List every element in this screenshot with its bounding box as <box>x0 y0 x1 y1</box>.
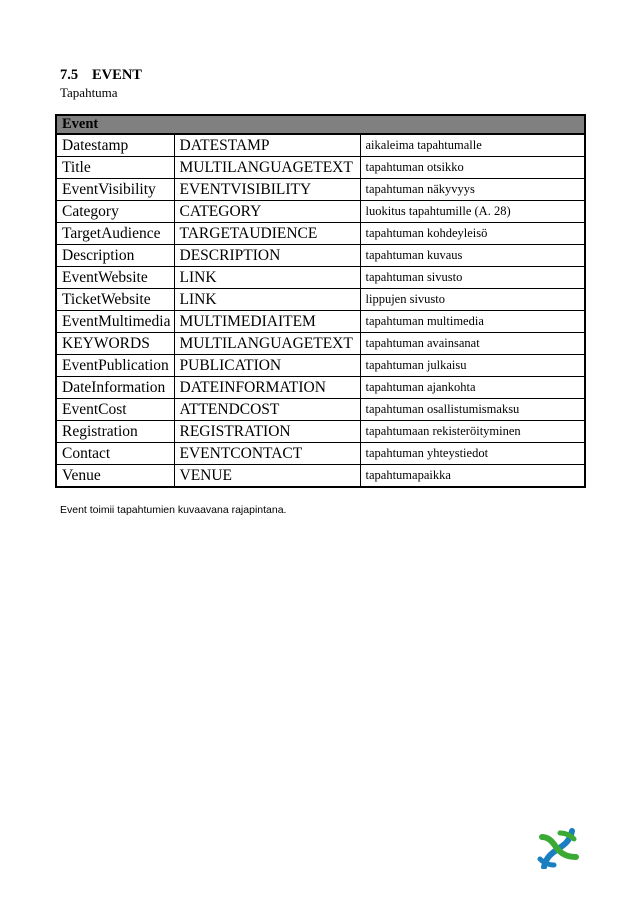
attribute-name: TicketWebsite <box>56 289 174 311</box>
attribute-name: EventPublication <box>56 355 174 377</box>
attribute-name: Venue <box>56 465 174 488</box>
attribute-type: LINK <box>174 267 360 289</box>
table-header-row <box>56 115 585 134</box>
attribute-description: tapahtuman yhteystiedot <box>360 443 585 465</box>
section-subtitle: Tapahtuma <box>60 85 118 100</box>
attribute-description: tapahtuman kohdeyleisö <box>360 223 585 245</box>
table-row <box>56 179 585 201</box>
table-row <box>56 421 585 443</box>
attribute-name: Contact <box>56 443 174 465</box>
table-row <box>56 245 585 267</box>
section-heading <box>60 66 142 84</box>
attribute-type: MULTILANGUAGETEXT <box>174 333 360 355</box>
table-body <box>56 134 585 487</box>
table-row <box>56 465 585 488</box>
table-note: Event toimii tapahtumien kuvaavana rajapintana. <box>60 504 287 516</box>
attribute-type: TARGETAUDIENCE <box>174 223 360 245</box>
table-row <box>56 289 585 311</box>
attribute-name: Description <box>56 245 174 267</box>
section-number: 7.5 <box>60 67 79 83</box>
attribute-name: DateInformation <box>56 377 174 399</box>
table-row <box>56 333 585 355</box>
table-row <box>56 355 585 377</box>
table-row <box>56 267 585 289</box>
attribute-name: EventWebsite <box>56 267 174 289</box>
table-header: Event <box>56 115 585 134</box>
attribute-type: EVENTVISIBILITY <box>174 179 360 201</box>
attribute-type: DATESTAMP <box>174 134 360 157</box>
table-row <box>56 134 585 157</box>
table-row <box>56 311 585 333</box>
event-attributes-table <box>55 114 586 488</box>
attribute-description: tapahtuman avainsanat <box>360 333 585 355</box>
attribute-name: KEYWORDS <box>56 333 174 355</box>
dna-helix-logo-icon <box>536 827 580 869</box>
attribute-type: DESCRIPTION <box>174 245 360 267</box>
attribute-name: EventMultimedia <box>56 311 174 333</box>
attribute-type: ATTENDCOST <box>174 399 360 421</box>
attribute-name: TargetAudience <box>56 223 174 245</box>
attribute-type: CATEGORY <box>174 201 360 223</box>
attribute-name: EventCost <box>56 399 174 421</box>
attribute-type: MULTILANGUAGETEXT <box>174 157 360 179</box>
attribute-type: REGISTRATION <box>174 421 360 443</box>
attribute-description: tapahtuman sivusto <box>360 267 585 289</box>
table-row <box>56 223 585 245</box>
attribute-name: Title <box>56 157 174 179</box>
attribute-description: tapahtuman näkyvyys <box>360 179 585 201</box>
attribute-description: tapahtuman ajankohta <box>360 377 585 399</box>
attribute-description: tapahtuman multimedia <box>360 311 585 333</box>
attribute-description: lippujen sivusto <box>360 289 585 311</box>
attribute-description: luokitus tapahtumille (A. 28) <box>360 201 585 223</box>
attribute-name: Datestamp <box>56 134 174 157</box>
attribute-type: LINK <box>174 289 360 311</box>
attribute-name: Registration <box>56 421 174 443</box>
attribute-type: MULTIMEDIAITEM <box>174 311 360 333</box>
attribute-name: Category <box>56 201 174 223</box>
table-row <box>56 377 585 399</box>
attribute-type: EVENTCONTACT <box>174 443 360 465</box>
attribute-name: EventVisibility <box>56 179 174 201</box>
attribute-description: tapahtuman julkaisu <box>360 355 585 377</box>
attribute-description: aikaleima tapahtumalle <box>360 134 585 157</box>
attribute-description: tapahtumapaikka <box>360 465 585 488</box>
table-row <box>56 157 585 179</box>
attribute-type: DATEINFORMATION <box>174 377 360 399</box>
attribute-description: tapahtuman otsikko <box>360 157 585 179</box>
section-title: EVENT <box>92 67 142 83</box>
table-row <box>56 201 585 223</box>
attribute-description: tapahtuman kuvaus <box>360 245 585 267</box>
attribute-type: PUBLICATION <box>174 355 360 377</box>
table-row <box>56 399 585 421</box>
attribute-description: tapahtuman osallistumismaksu <box>360 399 585 421</box>
attribute-type: VENUE <box>174 465 360 488</box>
attribute-description: tapahtumaan rekisteröityminen <box>360 421 585 443</box>
table-row <box>56 443 585 465</box>
